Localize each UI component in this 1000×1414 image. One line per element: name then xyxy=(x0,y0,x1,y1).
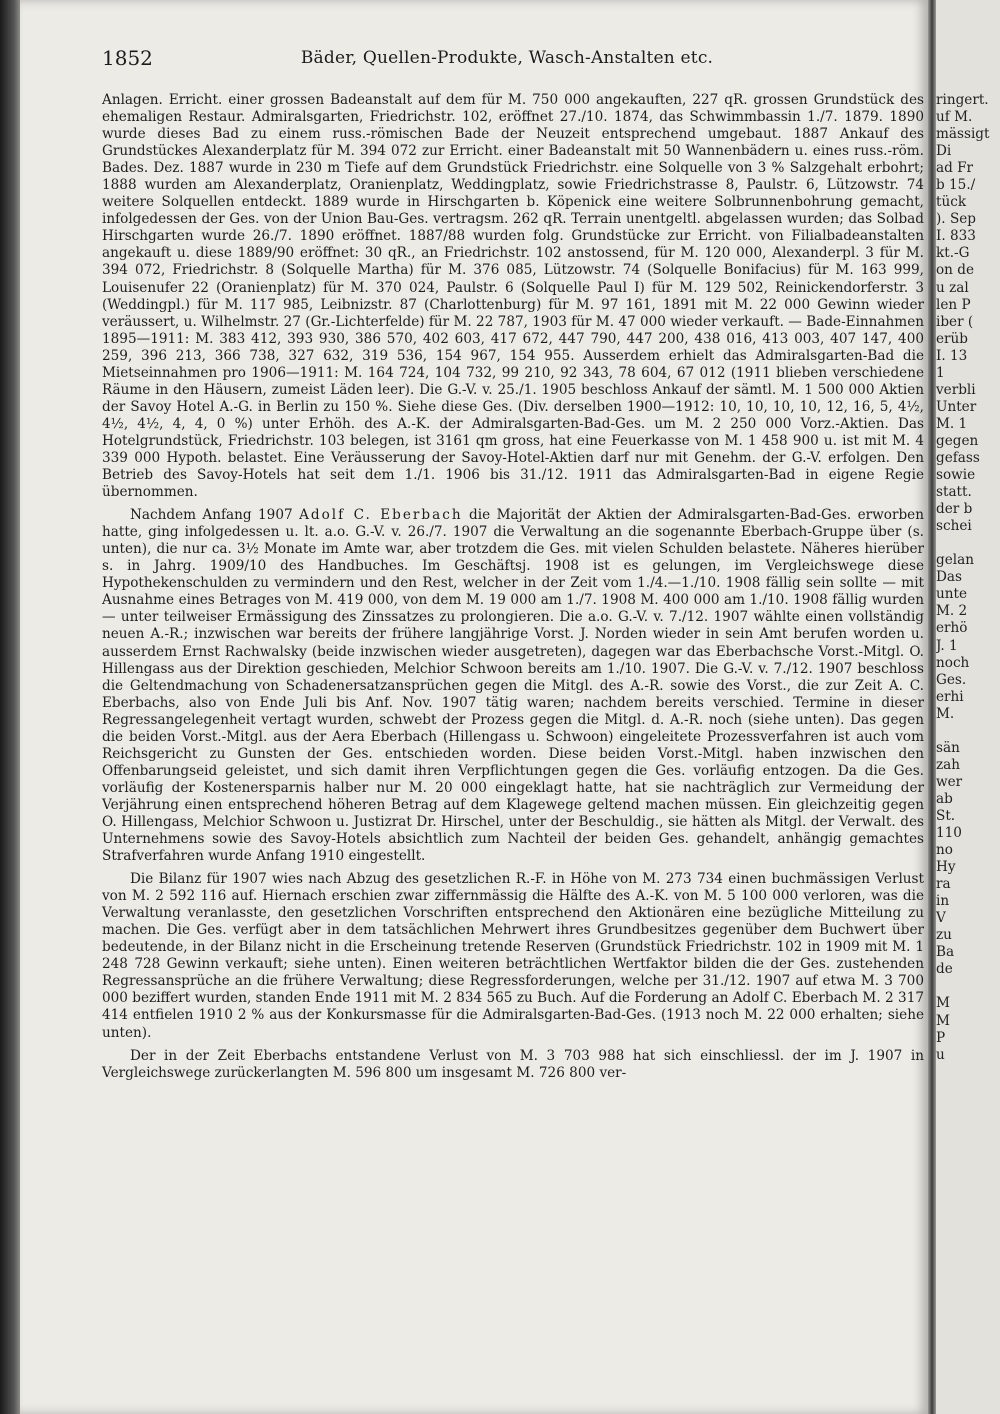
book-spine-shadow xyxy=(0,0,20,1414)
adjacent-page-line: b 15./ xyxy=(936,177,976,194)
adjacent-page-line: unte xyxy=(936,586,968,603)
adjacent-page-line xyxy=(936,535,1000,552)
adjacent-page-line: erhi xyxy=(936,688,964,705)
adjacent-page-line: erüb xyxy=(936,330,968,347)
adjacent-page-line: Das xyxy=(936,569,962,586)
paragraph-eberbach xyxy=(102,507,924,865)
page-number: 1852 xyxy=(102,46,153,70)
adjacent-page-line: gefass xyxy=(936,449,980,466)
adjacent-page-line: tück xyxy=(936,194,967,211)
adjacent-page-line: u zal xyxy=(936,279,969,296)
adjacent-page-line: zu xyxy=(936,927,952,944)
adjacent-page-line: sän xyxy=(936,739,960,756)
adjacent-page-line: M xyxy=(936,1012,950,1029)
paragraph-bilanz-1907: Die Bilanz für 1907 wies nach Abzug des gesetzlichen R.-F. in Höhe von M. 273 734 einen buchmässigen Verlust von M. 2 592 116 auf. Hiernach erschien zwar ziffernmässig die Hälfte des A.-K. von M. 5 100 000 verloren, was die Verwaltung veranlasste, den gesetzlichen Vorschriften entsprechend den Aktionären eine bezügliche Mitteilung zu machen. Die Ges. verfügt aber in dem tatsächlichen Mehrwert ihres Grundbesitzes gegenüber dem Buchwert über bedeutende, in der Bilanz nicht in die Erscheinung tretende Reserven (Grundstück Friedrichstr. 102 in 1909 mit M. 1 248 728 Gewinn verkauft; siehe unten). Einen weiteren beträchtlichen Wertfaktor bilden die der Ges. zustehenden Regressansprüche an die frühere Verwaltung; diese Regressforderungen, welche per 31./12. 1907 auf etwa M. 3 700 000 beziffert wurden, standen Ende 1911 mit M. 2 834 565 zu Buch. Auf die Forderung an Adolf C. Eberbach M. 2 317 414 entfielen 1910 2 % aus der Konkursmasse für die Admiralsgarten-Bad-Ges. (1913 noch M. 22 000 erhalten; siehe unten). xyxy=(102,871,924,1041)
adjacent-page-line: M. 1 xyxy=(936,415,968,432)
adjacent-page-line: no xyxy=(936,842,953,859)
adjacent-page-line: wer xyxy=(936,773,963,790)
adjacent-page-line: St. xyxy=(936,807,956,824)
adjacent-page-line: zah xyxy=(936,756,961,773)
adjacent-page-line: 110 xyxy=(936,825,962,842)
running-title: Bäder, Quellen-Produkte, Wasch-Anstalten etc. xyxy=(300,48,714,68)
adjacent-page-line: uf M. xyxy=(936,109,973,126)
adjacent-page-line xyxy=(936,723,1000,740)
paragraph-anlagen: Anlagen. Erricht. einer grossen Badeanstalt auf dem für M. 750 000 angekauften, 227 qR. grossen Grundstück des ehemaligen Restaur. Admiralsgarten, Friedrichstr. 102, eröffnet 27./10. 1874, das Schwimmbassin 1./7. 1879. 1890 wurde dieses Bad zu einem russ.-römischen Bade der Neuzeit entsprechend umgebaut. 1887 Ankauf des Grundstückes Alexanderplatz für M. 394 072 zur Erricht. einer Badeanstalt mit 50 Wannenbädern u. eines russ.-röm. Bades. Dez. 1887 wurde in 230 m Tiefe auf dem Grundstück Friedrichstr. eine Solquelle von 3 % Salzgehalt erbohrt; 1888 wurden am Alexanderplatz, Oranienplatz, Weddingplatz, sowie Friedrichstrasse 8, Paulstr. 6, Lützowstr. 74 weitere Solquellen entdeckt. 1889 wurde in Hirschgarten b. Köpenick eine weitere Solbrunnenbohrung gemacht, infolgedessen der Ges. von der Union Bau-Ges. vertragsm. 262 qR. Terrain unentgeltl. abgelassen wurden; das Solbad Hirschgarten wurde 26./7. 1890 eröffnet. 1887/88 wurden folg. Grundstücke zur Erricht. von Filialbadeanstalten angekauft u. diese 1889/90 eröffnet: 30 qR., an Friedrichstr. 102 anstossend, für M. 120 000, Alexanderpl. 3 für M. 394 072, Friedrichstr. 8 (Solquelle Martha) für M. 376 085, Lützowstr. 74 (Solquelle Bonifacius) für M. 163 999, Louisenufer 22 (Oranienplatz) für M. 370 024, Paulstr. 6 (Solquelle Paul I) für M. 129 502, Reinickendorferstr. 3 (Weddingpl.) für M. 117 985, Leibnizstr. 87 (Charlottenburg) für M. 97 161, 1891 mit M. 22 000 Gewinn wieder veräussert, u. Wilhelmstr. 27 (Gr.-Lichterfelde) für M. 22 787, 1903 für M. 47 000 wieder verkauft. — Bade-Einnahmen 1895—1911: M. 383 412, 393 930, 386 570, 402 603, 417 672, 447 790, 447 200, 438 016, 413 003, 407 147, 400 259, 396 213, 366 738, 327 632, 319 536, 154 967, 154 955. Ausserdem erhielt das Admiralsgarten-Bad die Mietseinnahmen pro 1906—1911: M. 164 724, 104 732, 99 210, 92 343, 78 604, 67 012 (1911 blieben verschiedene Räume in den Häusern, zumeist Läden leer). Die G.-V. v. 25./1. 1905 beschloss Ankauf der sämtl. M. 1 500 000 Aktien der Savoy Hotel A.-G. in Berlin zu 150 %. Siehe diese Ges. (Div. derselben 1900—1912: 10, 10, 10, 10, 12, 16, 5, 4½, 4½, 4½, 4, 4, 0 %) unter Erhöh. des A.-K. der Admiralsgarten-Bad-Ges. um M. 2 250 000 Vorz.-Aktien. Das Hotelgrundstück, Friedrichstr. 103 belegen, ist 3161 qm gross, hat eine Feuerkasse von M. 1 458 900 u. ist mit M. 4 339 000 Hypoth. belastet. Eine Veräusserung der Savoy-Hotel-Aktien darf nur mit Genehm. der G.-V. erfolgen. Den Betrieb des Savoy-Hotels hat seit dem 1./1. 1906 bis 31./12. 1911 das Admiralsgarten-Bad in eigene Regie übernommen. xyxy=(102,92,924,501)
adjacent-page-line: erhö xyxy=(936,620,968,637)
adjacent-page-line: Ba xyxy=(936,944,955,961)
page-header xyxy=(102,46,902,72)
adjacent-page-line: Unter xyxy=(936,398,977,415)
adjacent-page-line: Hy xyxy=(936,859,956,876)
adjacent-page-line: ad Fr xyxy=(936,160,974,177)
adjacent-page-line: gegen xyxy=(936,432,979,449)
adjacent-page-line: V xyxy=(936,910,946,927)
body-text xyxy=(102,92,924,1088)
adjacent-page-line: iber ( xyxy=(936,313,974,330)
adjacent-page-line: verbli xyxy=(936,381,976,398)
adjacent-page-line: noch xyxy=(936,654,970,671)
adjacent-page-edge xyxy=(936,0,1000,1414)
adjacent-page-line: ab xyxy=(936,790,953,807)
adjacent-page-line: M. 2 xyxy=(936,603,968,620)
adjacent-page-text xyxy=(936,92,1000,1064)
adjacent-page-line: der b xyxy=(936,501,973,518)
adjacent-page-line: I. 13 xyxy=(936,347,968,364)
person-name-eberbach: Adolf C. Eberbach xyxy=(299,507,463,524)
adjacent-page-line: in xyxy=(936,893,950,910)
adjacent-page-line: M xyxy=(936,995,950,1012)
adjacent-page-line: schei xyxy=(936,518,972,535)
adjacent-page-line: kt.-G xyxy=(936,245,970,262)
adjacent-page-line: J. 1 xyxy=(936,637,958,654)
book-page xyxy=(20,0,928,1414)
paragraph-verlust: Der in der Zeit Eberbachs entstandene Verlust von M. 3 703 988 hat sich einschliessl. der im J. 1907 in Vergleichswege zurückerlangten M. 596 800 um insgesamt M. 726 800 ver- xyxy=(102,1047,924,1081)
adjacent-page-line: ). Sep xyxy=(936,211,977,228)
paragraph-eberbach-rest: die Majorität der Aktien der Admiralsgarten-Bad-Ges. erworben hatte, ging infolgedessen u. lt. a.o. G.-V. v. 26./7. 1907 die Verwaltung an die sogenannte Eberbach-Gruppe über (s. unten), die nur ca. 3½ Monate im Amte war, aber trotzdem die Ges. mit vielen Schulden belastete. Näheres hierüber s. in Jahrg. 1909/10 des Handbuches. Im Geschäftsj. 1908 ist es gelungen, im Vergleichswege diese Hypothekenschulden zu vermindern und den Rest, welcher in der Zeit vom 1./4.—1./10. 1908 fällig sein sollte — mit Ausnahme eines Betrages von M. 419 000, von dem M. 19 000 am 1./7. 1908 M. 400 000 am 1./10. 1908 fällig wurden — unter teilweiser Ermässigung des Zinssatzes zu prolongieren. Die a.o. G.-V. v. 7./12. 1907 wählte einen vollständig neuen A.-R.; inzwischen war bereits der frühere langjährige Vorst. J. Norden wieder in sein Amt berufen worden u. ausserdem Ernst Rachwalsky (beide inzwischen wieder ausgetreten), dagegen war das Eberbachsche Vorst.-Mitgl. O. Hillengass aus der Direktion geschieden, Melchior Schwoon bereits am 1./10. 1907. Die G.-V. v. 7./12. 1907 beschloss die Geltendmachung von Schadenersatzansprüchen gegen die Mitgl. des A.-R. sowie des Vorst., die zur Zeit A. C. Eberbachs, also von Ende Juli bis Anf. Nov. 1907 tätig waren; nachdem bereits verschied. Termine in dieser Regressangelegenheit vertagt wurden, schwebt der Prozess gegen die Mitgl. d. A.-R. noch (siehe unten). Das gegen die beiden Vorst.-Mitgl. aus der Aera Eberbach (Hillengass u. Schwoon) eingeleitete Prozessverfahren ist auch vom Reichsgericht zu Gunsten der Ges. entschieden worden. Diese beiden Vorst.-Mitgl. haben inzwischen den Offenbarungseid geleistet, und sich damit ihren Verpflichtungen gegen die Ges. vorläufig entzogen. Da die Ges. vorläufig der Kostenersparnis halber nur M. 20 000 eingeklagt hatte, hat sie nachträglich zur Vermeidung der Verjährung einen entsprechend höheren Betrag auf dem Klagewege geltend machen müssen. Ein gleichzeitig gegen O. Hillengass, Melchior Schwoon u. Justizrat Dr. Hirschel, unter der Beschuldig., sie hätten als Mitgl. der Verwalt. des Unternehmens sowie des Savoy-Hotels absichtlich zum Nachteil der beiden Ges. gehandelt, anhängig gemachtes Strafverfahren wurde Anfang 1910 eingestellt. xyxy=(102,507,924,865)
paragraph-eberbach-lead: Nachdem Anfang 1907 xyxy=(130,507,293,524)
adjacent-page-line: statt. xyxy=(936,484,972,501)
adjacent-page-line: I. 833 xyxy=(936,228,976,245)
adjacent-page-line xyxy=(936,978,1000,995)
adjacent-page-line: gelan xyxy=(936,552,974,569)
adjacent-page-line: Ges. xyxy=(936,671,967,688)
adjacent-page-line: mässigt xyxy=(936,126,990,143)
adjacent-page-line: u xyxy=(936,1046,945,1063)
adjacent-page-line: len P xyxy=(936,296,971,313)
adjacent-page-line: sowie xyxy=(936,467,976,484)
adjacent-page-line: Di xyxy=(936,143,952,160)
adjacent-page-line: ringert. xyxy=(936,92,989,108)
adjacent-page-line: de xyxy=(936,961,953,978)
adjacent-page-line: 1 xyxy=(936,364,945,381)
adjacent-page-line: ra xyxy=(936,876,951,893)
adjacent-page-line: P xyxy=(936,1029,946,1046)
adjacent-page-line: on de xyxy=(936,262,975,279)
adjacent-page-line: M. xyxy=(936,705,955,722)
page-fold-shadow xyxy=(928,0,936,1414)
